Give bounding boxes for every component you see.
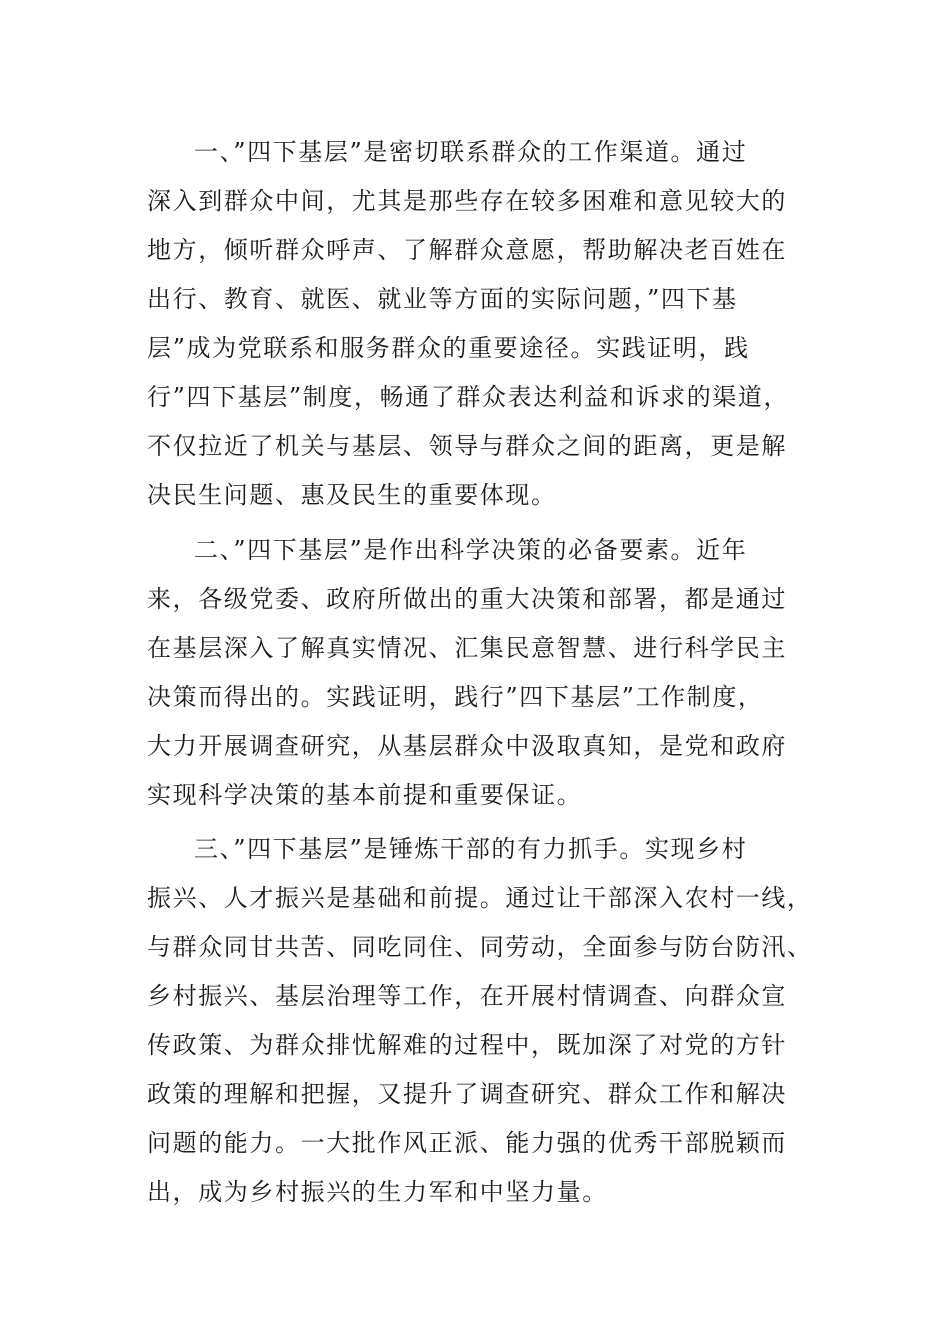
paragraph-1-line-2: 深入到群众中间，尤其是那些存在较多困难和意见较大的 xyxy=(147,187,787,215)
paragraph-2-line-5: 大力开展调查研究，从基层群众中汲取真知，是党和政府 xyxy=(147,732,787,760)
paragraph-1-line-5: 层”成为党联系和服务群众的重要途径。实践证明，践 xyxy=(147,334,750,362)
paragraph-3-line-1: 三、”四下基层”是锤炼干部的有力抓手。实现乡村 xyxy=(194,835,748,863)
paragraph-1-line-1: 一、”四下基层”是密切联系群众的工作渠道。通过 xyxy=(194,138,748,166)
paragraph-1-line-4: 出行、教育、就医、就业等方面的实际问题，”四下基 xyxy=(147,285,738,313)
paragraph-3-line-8: 出，成为乡村振兴的生力军和中坚力量。 xyxy=(147,1178,608,1206)
paragraph-3-line-7: 问题的能力。一大批作风正派、能力强的优秀干部脱颖而 xyxy=(147,1129,787,1157)
paragraph-1-line-3: 地方，倾听群众呼声、了解群众意愿，帮助解决老百姓在 xyxy=(147,236,787,264)
paragraph-3-line-6: 政策的理解和把握，又提升了调查研究、群众工作和解决 xyxy=(147,1080,787,1108)
paragraph-1-line-8: 决民生问题、惠及民生的重要体现。 xyxy=(147,481,557,509)
paragraph-3-line-5: 传政策、为群众排忧解难的过程中，既加深了对党的方针 xyxy=(147,1031,787,1059)
paragraph-3-line-2: 振兴、人才振兴是基础和前提。通过让干部深入农村一线， xyxy=(147,884,813,912)
paragraph-2-line-2: 来，各级党委、政府所做出的重大决策和部署，都是通过 xyxy=(147,585,787,613)
paragraph-3-line-3: 与群众同甘共苦、同吃同住、同劳动，全面参与防台防汛、 xyxy=(147,933,813,961)
paragraph-2-line-3: 在基层深入了解真实情况、汇集民意智慧、进行科学民主 xyxy=(147,634,787,662)
paragraph-3-line-4: 乡村振兴、基层治理等工作，在开展村情调查、向群众宣 xyxy=(147,982,787,1010)
paragraph-2-line-4: 决策而得出的。实践证明，践行”四下基层”工作制度， xyxy=(147,683,764,711)
paragraph-1-line-6: 行”四下基层”制度，畅通了群众表达利益和诉求的渠道， xyxy=(147,383,790,411)
paragraph-1-line-7: 不仅拉近了机关与基层、领导与群众之间的距离，更是解 xyxy=(147,432,787,460)
paragraph-2-line-6: 实现科学决策的基本前提和重要保证。 xyxy=(147,781,583,809)
paragraph-2-line-1: 二、”四下基层”是作出科学决策的必备要素。近年 xyxy=(194,536,748,564)
